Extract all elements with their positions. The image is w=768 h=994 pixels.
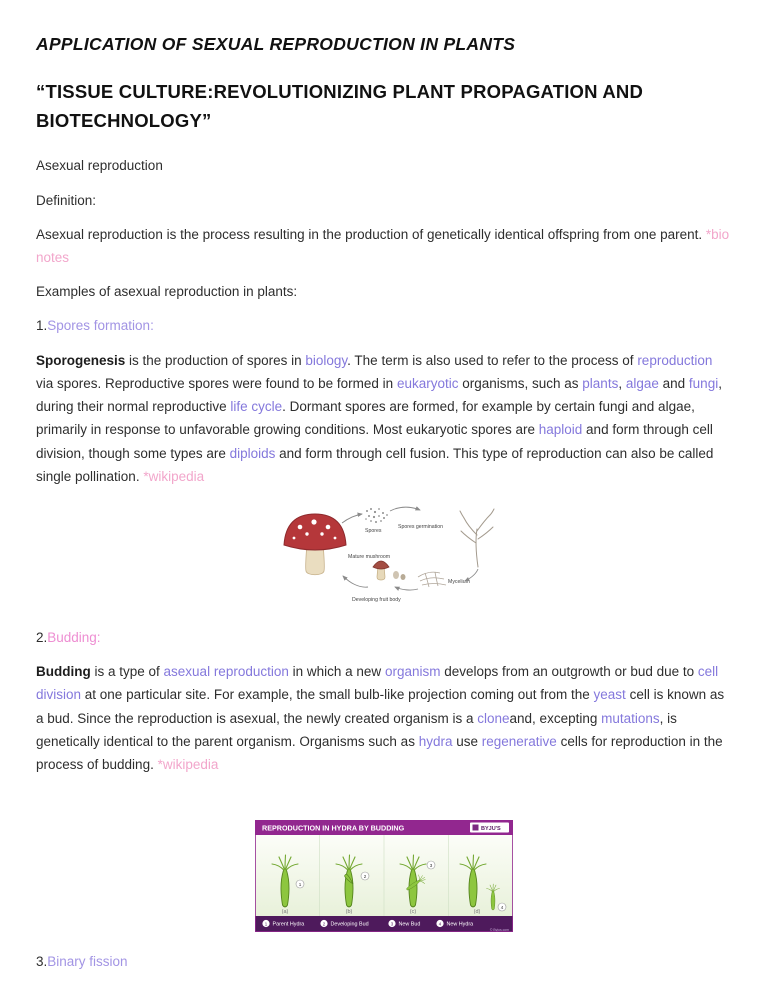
text-run: , is genetically identical to the parent organism. Organisms such as xyxy=(36,710,677,749)
mushroom-lifecycle-figure xyxy=(270,501,498,616)
svg-text:3: 3 xyxy=(390,921,394,927)
legend-item-new-hydra xyxy=(436,920,473,928)
diagram-credit: © Byjus.com xyxy=(489,928,509,933)
developing-fruit-body-label: Developing fruit body xyxy=(352,596,401,603)
paragraph-definition xyxy=(36,223,732,269)
spore-germination-illustration xyxy=(460,509,494,567)
legend-item-new-bud xyxy=(388,920,420,928)
text-link[interactable]: hydra xyxy=(418,733,453,749)
mycelium-label: Mycelium xyxy=(448,578,470,585)
text-link[interactable]: biology xyxy=(305,352,348,368)
mature-mushroom-illustration xyxy=(284,514,346,575)
mushroom-lifecycle-diagram xyxy=(270,501,498,611)
paragraph-examples: Examples of asexual reproduction in plants: xyxy=(36,284,298,300)
text-link[interactable]: diploids xyxy=(229,445,276,461)
step-number-2: 2 xyxy=(363,874,367,880)
document-subtitle: “TISSUE CULTURE:REVOLUTIONIZING PLANT PROPAGATION AND BIOTECHNOLOGY” xyxy=(36,81,644,131)
text-link[interactable]: clone xyxy=(477,710,510,726)
hydra-budding-figure xyxy=(255,820,513,937)
text-run: and xyxy=(658,375,689,391)
text-link[interactable]: Spores formation: xyxy=(47,318,154,334)
svg-text:New Hydra: New Hydra xyxy=(446,921,474,928)
text-run: is a type of xyxy=(90,664,164,680)
text-run: via spores. Reproductive spores were found to be formed in xyxy=(36,375,397,391)
mature-mushroom-label: Mature mushroom xyxy=(348,553,391,560)
text-link[interactable]: fungi xyxy=(688,375,719,391)
svg-text:Parent Hydra: Parent Hydra xyxy=(272,921,305,928)
text-run: Sporogenesis xyxy=(36,352,126,368)
text-run: *bio notes xyxy=(36,226,730,265)
text-run: Asexual reproduction is the process resulting in the production of genetically identical offspring from one parent. xyxy=(36,226,706,242)
list-item-budding xyxy=(36,626,732,649)
paragraph-asexual-reproduction: Asexual reproduction xyxy=(36,158,163,174)
spores-label: Spores xyxy=(365,527,382,534)
byjus-logo-text: BYJU'S xyxy=(481,826,501,833)
text-run: *wikipedia xyxy=(143,468,205,484)
document-title: APPLICATION OF SEXUAL REPRODUCTION IN PLANTS xyxy=(36,34,516,54)
svg-text:1: 1 xyxy=(264,921,268,927)
cycle-arrows xyxy=(342,507,478,590)
text-run: 2. xyxy=(36,629,48,645)
list-item-binary-fission xyxy=(36,950,732,973)
step-number-4: 4 xyxy=(500,905,504,911)
mycelium-illustration xyxy=(418,572,446,587)
svg-text:4: 4 xyxy=(438,921,442,927)
text-run: is the production of spores in xyxy=(125,352,306,368)
text-run: . The term is also used to refer to the process of xyxy=(347,352,638,368)
byjus-logo xyxy=(470,823,509,833)
paragraph-sporogenesis xyxy=(36,349,732,488)
text-run: and, excepting xyxy=(509,710,602,726)
text-link[interactable]: Binary fission xyxy=(47,954,128,970)
text-link[interactable]: cell division xyxy=(36,664,719,703)
diagram-title: REPRODUCTION IN HYDRA BY BUDDING xyxy=(262,823,405,833)
text-run: in which a new xyxy=(288,664,385,680)
paragraph-definition-label: Definition: xyxy=(36,192,97,208)
text-run: develops from an outgrowth or bud due to xyxy=(440,664,698,680)
svg-text:New Bud: New Bud xyxy=(398,921,421,928)
text-run: organisms, such as xyxy=(458,375,583,391)
text-run: . Dormant spores are formed, for example by certain fungi and algae, primarily in response to unfavorable growing conditions. Most eukaryotic spores are xyxy=(36,399,695,438)
panel-label-d: (d) xyxy=(473,909,481,916)
spore-germination-label: Spores germination xyxy=(398,523,443,530)
step-number-3: 3 xyxy=(429,863,433,869)
paragraph-budding xyxy=(36,660,732,776)
text-run: cell is known as a bud. Since the reproduction is asexual, the newly created organism is a xyxy=(36,687,725,726)
panel-label-a: (a) xyxy=(281,909,289,916)
text-run: cells for reproduction in the process of budding. xyxy=(36,733,723,773)
list-item-spores-formation xyxy=(36,314,732,337)
developing-fruit-body-illustration xyxy=(373,561,406,580)
text-link[interactable]: mutations xyxy=(601,710,660,726)
text-link[interactable]: asexual reproduction xyxy=(163,664,289,680)
text-link[interactable]: eukaryotic xyxy=(396,375,459,391)
text-link[interactable]: reproduction xyxy=(637,352,713,368)
text-link[interactable]: haploid xyxy=(538,422,583,438)
text-link[interactable]: plants xyxy=(582,375,619,391)
text-run: 3. xyxy=(36,954,48,970)
text-link[interactable]: regenerative xyxy=(481,733,557,749)
text-link[interactable]: organism xyxy=(384,664,441,680)
text-link[interactable]: algae xyxy=(625,375,659,391)
text-run: Budding xyxy=(36,664,91,680)
text-run: at one particular site. For example, the small bulb-like projection coming out from the xyxy=(81,687,594,703)
step-number-1: 1 xyxy=(298,882,302,888)
text-link: Budding: xyxy=(47,629,101,645)
text-run: *wikipedia xyxy=(157,757,219,773)
svg-text:Developing Bud: Developing Bud xyxy=(330,921,369,928)
text-run: , xyxy=(618,375,626,391)
panel-label-c: (c) xyxy=(409,909,417,916)
panel-label-b: (b) xyxy=(345,909,353,916)
text-run: and form through cell division, though some types are xyxy=(36,422,713,461)
spores-illustration xyxy=(365,508,388,523)
text-run: and form through cell fusion. This type of reproduction can also be called single pollination. xyxy=(36,445,714,484)
text-run: use xyxy=(452,733,482,749)
text-run: , during their normal reproductive xyxy=(36,375,722,415)
hydra-budding-diagram xyxy=(255,820,513,932)
text-link[interactable]: yeast xyxy=(593,687,626,703)
svg-text:2: 2 xyxy=(322,921,326,927)
text-run: 1. xyxy=(36,318,48,334)
text-link[interactable]: life cycle xyxy=(230,399,283,415)
